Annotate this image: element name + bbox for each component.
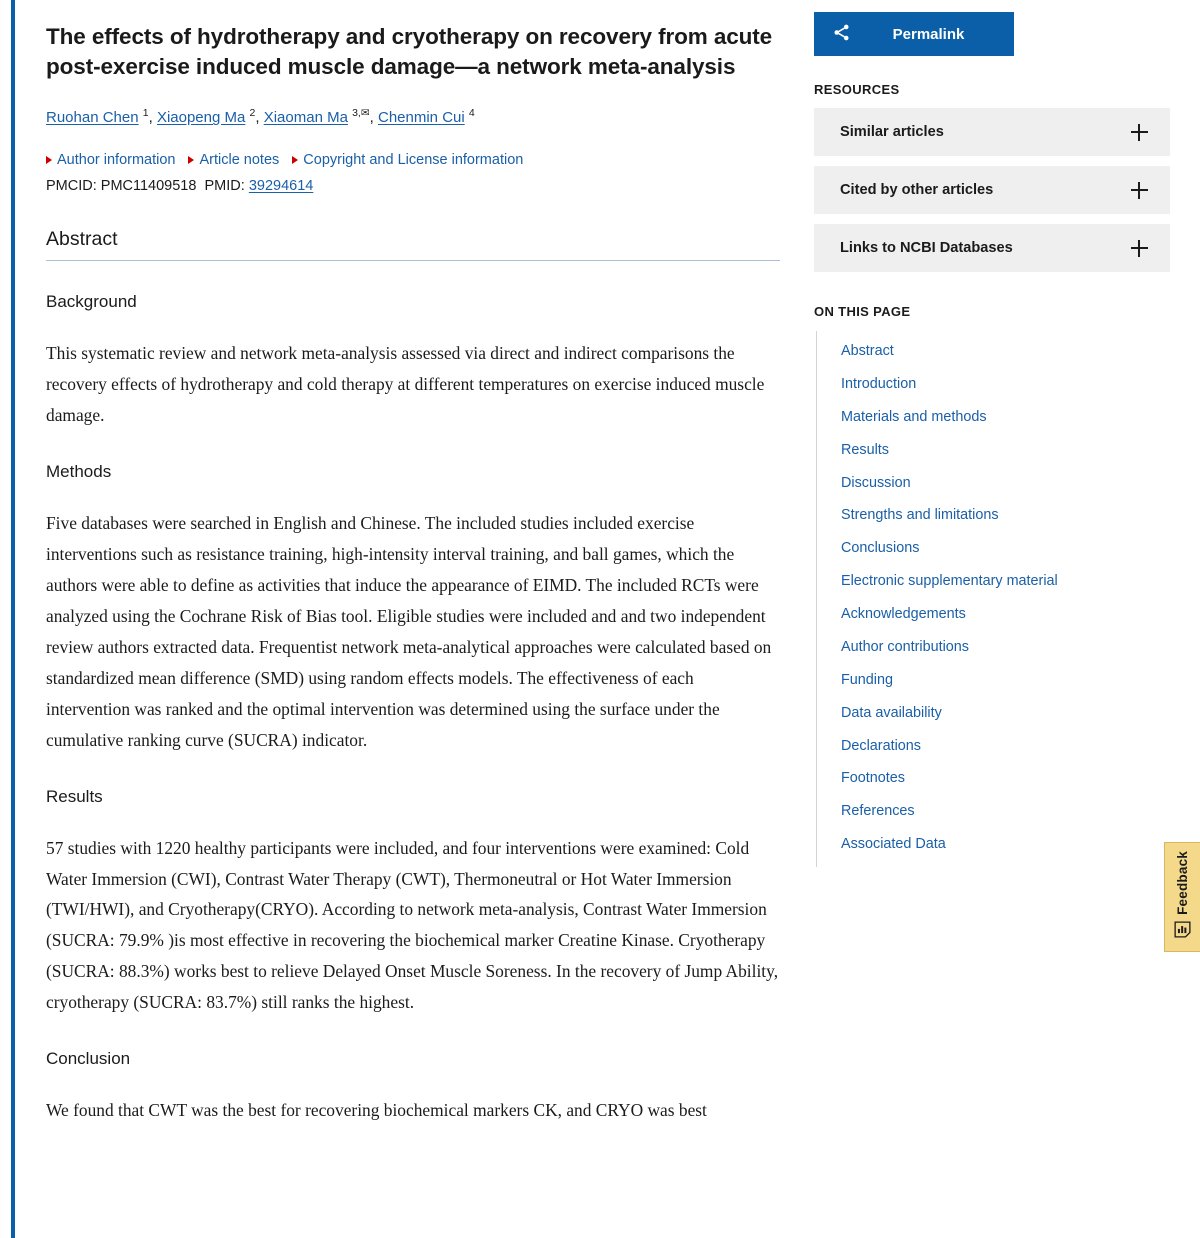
list-item [817, 401, 1180, 434]
triangle-right-icon [46, 156, 52, 164]
plus-icon[interactable] [1131, 124, 1148, 141]
article-notes-label: Article notes [199, 151, 280, 168]
toc-link-results[interactable]: Results [841, 441, 889, 458]
pmid-link[interactable]: 39294614 [248, 177, 314, 194]
abstract-conclusion-heading: Conclusion [46, 1049, 131, 1069]
abstract-methods-text: Five databases were searched in English and Chinese. The included studies included exercise interventions such as resistance training, high-intensity interval training, and ball games, which the authors were able to define as activities that induce the appearance of EIMD. The included RCTs were analyzed using the Cochrane Risk of Bias tool. Eligible studies were included and and two independent review authors extracted data. Frequentist network meta-analytical approaches were calculated based on standardized mean difference (SMD) using random effects models. The effectiveness of each intervention was ranked and the optimal intervention was determined using the surface under the cumulative ranking curve (SUCRA) indicator. [46, 512, 772, 750]
toc-link-discussion[interactable]: Discussion [841, 474, 911, 491]
article-notes-toggle[interactable] [188, 152, 279, 168]
toc-link-associated-data[interactable]: Associated Data [841, 836, 946, 853]
triangle-right-icon [292, 156, 298, 164]
author-entry [264, 109, 378, 126]
author-entry [46, 109, 157, 126]
list-item [817, 631, 1180, 664]
list-item [817, 434, 1180, 467]
permalink-label: Permalink [892, 25, 965, 43]
author-entry [157, 109, 264, 126]
list-item [817, 762, 1180, 795]
author-affiliation-marker: 2 [249, 107, 256, 120]
permalink-button[interactable] [814, 12, 1014, 56]
abstract-results-heading: Results [46, 786, 103, 806]
author-affiliation-marker: 4 [468, 107, 475, 120]
list-item [817, 664, 1180, 697]
toc-link-references[interactable]: References [841, 803, 915, 820]
toc-link-abstract[interactable]: Abstract [841, 343, 894, 359]
toc-link-funding[interactable]: Funding [841, 671, 894, 688]
toc-link-declarations[interactable]: Declarations [841, 737, 921, 754]
plus-icon[interactable] [1131, 240, 1148, 257]
resource-row-similar-articles[interactable] [814, 108, 1170, 156]
toc-link-introduction[interactable]: Introduction [841, 375, 917, 392]
page-title: The effects of hydrotherapy and cryotherapy on recovery from acute post-exercise induced muscle damage—a network meta-analysis [46, 24, 773, 79]
list-item [817, 368, 1180, 401]
resource-label: Links to NCBI Databases [840, 240, 1013, 256]
toc-link-data-availability[interactable]: Data availability [841, 704, 942, 721]
feedback-label: Feedback [1175, 851, 1190, 915]
list-item [817, 697, 1180, 730]
toc-link-footnotes[interactable]: Footnotes [841, 770, 905, 787]
list-item [817, 335, 1180, 368]
sidebar-column [800, 0, 1200, 867]
article-meta-links [46, 152, 780, 168]
on-this-page-list [816, 331, 1180, 867]
pmid-label: PMID: [204, 177, 245, 194]
toc-link-author-contributions[interactable]: Author contributions [841, 638, 969, 655]
share-icon [832, 23, 851, 46]
author-affiliation-marker: 1 [142, 107, 149, 120]
author-list [46, 107, 780, 130]
list-item [817, 598, 1180, 631]
abstract-background-heading: Background [46, 291, 137, 311]
author-separator: , [255, 109, 264, 127]
author-separator: , [148, 109, 157, 127]
author-link[interactable]: Xiaoman Ma [263, 109, 348, 127]
author-link[interactable]: Xiaopeng Ma [156, 109, 246, 127]
plus-icon[interactable] [1131, 182, 1148, 199]
pmcid-value: PMC11409518 [100, 177, 197, 194]
feedback-tab[interactable] [1164, 842, 1200, 952]
toc-link-electronic-supplementary-material[interactable]: Electronic supplementary material [841, 573, 1058, 590]
list-item [817, 467, 1180, 500]
author-affiliation-marker: 3,✉ [352, 107, 370, 120]
author-information-label: Author information [57, 151, 176, 168]
toc-link-strengths-and-limitations[interactable]: Strengths and limitations [841, 507, 999, 524]
author-information-toggle[interactable] [46, 152, 175, 168]
abstract-background-text: This systematic review and network meta-analysis assessed via direct and indirect comparisons the recovery effects of hydrotherapy and cold therapy at different temperatures on exercise induced muscle damage. [46, 342, 765, 425]
list-item [817, 499, 1180, 532]
resource-label: Cited by other articles [840, 182, 994, 198]
toc-link-acknowledgements[interactable]: Acknowledgements [841, 606, 966, 622]
on-this-page-heading: ON THIS PAGE [814, 304, 911, 319]
abstract-results-text: 57 studies with 1220 healthy participants were included, and four interventions were examined: Cold Water Immersion (CWI), Contrast Water Therapy (CWT), Thermoneutral or Hot Water Immersion (TWI/HWI), and Cryotherapy(CRYO). According to network meta-analysis, Contrast Water Immersion (SUCRA: 79.9% )is most effective in recovering the biochemical marker Creatine Kinase. Cryotherapy (SUCRA: 88.3%) works best to relieve Delayed Onset Muscle Soreness. In the recovery of Jump Ability, cryotherapy (SUCRA: 83.7%) still ranks the highest. [46, 837, 779, 1013]
list-item [817, 565, 1180, 598]
list-item [817, 795, 1180, 828]
article-identifiers [46, 178, 780, 194]
pmcid-label: PMCID: [46, 177, 97, 194]
triangle-right-icon [188, 156, 194, 164]
author-link[interactable]: Chenmin Cui [378, 109, 465, 127]
author-entry [378, 109, 475, 126]
abstract-methods-heading: Methods [46, 461, 112, 481]
resource-row-ncbi-databases[interactable] [814, 224, 1170, 272]
chart-bars-icon [1174, 921, 1191, 943]
copyright-license-label: Copyright and License information [303, 151, 524, 168]
list-item [817, 828, 1180, 861]
abstract-conclusion-text: We found that CWT was the best for recovering biochemical markers CK, and CRYO was best [46, 1100, 707, 1121]
list-item [817, 730, 1180, 763]
resource-row-cited-by[interactable] [814, 166, 1170, 214]
resource-label: Similar articles [840, 124, 944, 140]
author-separator: , [369, 109, 378, 127]
copyright-license-toggle[interactable] [292, 152, 523, 168]
toc-link-conclusions[interactable]: Conclusions [841, 540, 920, 557]
resources-heading: RESOURCES [814, 82, 900, 97]
author-link[interactable]: Ruohan Chen [46, 109, 139, 127]
list-item [817, 532, 1180, 565]
toc-link-materials-and-methods[interactable]: Materials and methods [841, 408, 987, 425]
abstract-heading: Abstract [46, 228, 780, 261]
